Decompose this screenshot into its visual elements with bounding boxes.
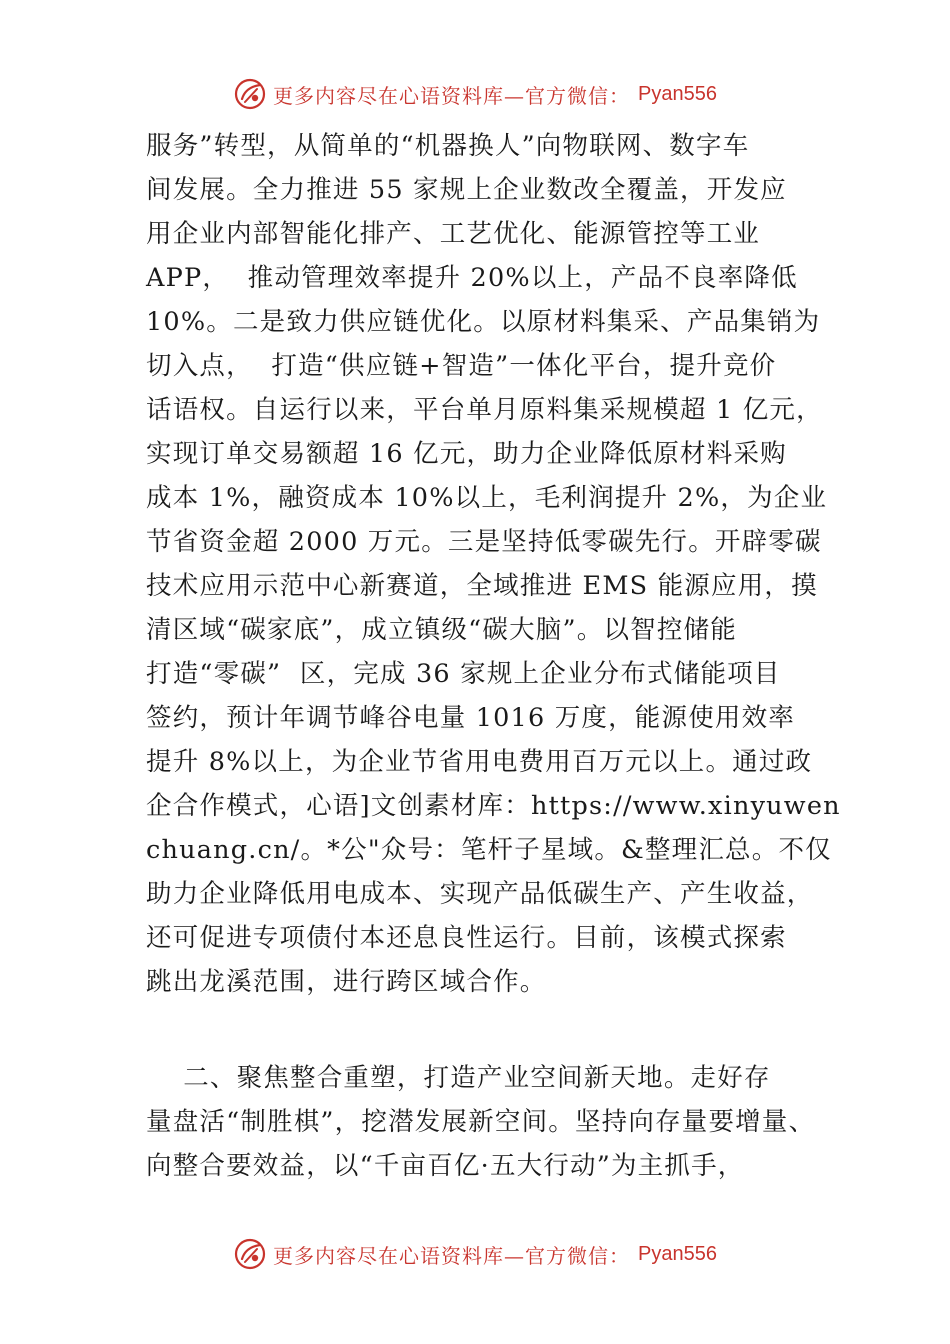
- text-line: 10%。二是致力供应链优化。以原材料集采、产品集销为: [146, 307, 821, 337]
- text-line: 实现订单交易额超 16 亿元，助力企业降低原材料采购: [146, 439, 787, 469]
- text-line: 服务”转型，从简单的“机器换人”向物联网、数字车: [146, 131, 750, 161]
- footer-watermark: [0, 1234, 950, 1274]
- text-line: 节省资金超 2000 万元。三是坚持低零碳先行。开辟零碳: [146, 527, 822, 557]
- text-line: 成本 1%，融资成本 10%以上，毛利润提升 2%，为企业: [146, 483, 828, 513]
- text-line: 用企业内部智能化排产、工艺优化、能源管控等工业: [146, 219, 761, 249]
- section-heading-line: 二、聚焦整合重塑，打造产业空间新天地。走好存: [146, 1063, 771, 1093]
- text-line: 间发展。全力推进 55 家规上企业数改全覆盖，开发应: [146, 175, 787, 205]
- text-line: 还可促进专项债付本还息良性运行。目前，该模式探索: [146, 923, 787, 953]
- text-line: 签约，预计年调节峰谷电量 1016 万度，能源使用效率: [146, 703, 796, 733]
- text-line: 企合作模式，心语]文创素材库：https://www.xinyuwen: [146, 791, 841, 821]
- text-line: 清区域“碳家底”，成立镇级“碳大脑”。以智控储能: [146, 615, 737, 645]
- watermark-text: 更多内容尽在心语资料库—官方微信：: [273, 83, 631, 108]
- text-line: APP， 推动管理效率提升 20%以上，产品不良率降低: [146, 263, 798, 293]
- text-line: 跳出龙溪范围，进行跨区域合作。: [146, 967, 547, 997]
- text-line: 打造“零碳” 区，完成 36 家规上企业分布式储能项目: [146, 659, 781, 689]
- watermark-wechat-id: Pyan556: [638, 82, 717, 105]
- library-logo-icon: [233, 77, 267, 111]
- text-line: 量盘活“制胜棋”，挖潜发展新空间。坚持向存量要增量、: [146, 1107, 816, 1137]
- text-line: 提升 8%以上，为企业节省用电费用百万元以上。通过政: [146, 747, 813, 777]
- library-logo-icon: [233, 1237, 267, 1271]
- text-line: 助力企业降低用电成本、实现产品低碳生产、产生收益，: [146, 879, 814, 909]
- text-line: 向整合要效益，以“千亩百亿·五大行动”为主抓手，: [146, 1151, 745, 1181]
- text-line: 切入点， 打造“供应链+智造”一体化平台，提升竞价: [146, 351, 777, 381]
- watermark-wechat-id: Pyan556: [638, 1242, 717, 1265]
- text-line: chuang.cn/。*公"众号：笔杆子星域。&整理汇总。不仅: [146, 835, 832, 865]
- header-watermark: [0, 74, 950, 114]
- text-line: 话语权。自运行以来，平台单月原料集采规模超 1 亿元，: [146, 395, 823, 425]
- watermark-text: 更多内容尽在心语资料库—官方微信：: [273, 1243, 631, 1268]
- text-line: 技术应用示范中心新赛道，全域推进 EMS 能源应用，摸: [146, 571, 818, 601]
